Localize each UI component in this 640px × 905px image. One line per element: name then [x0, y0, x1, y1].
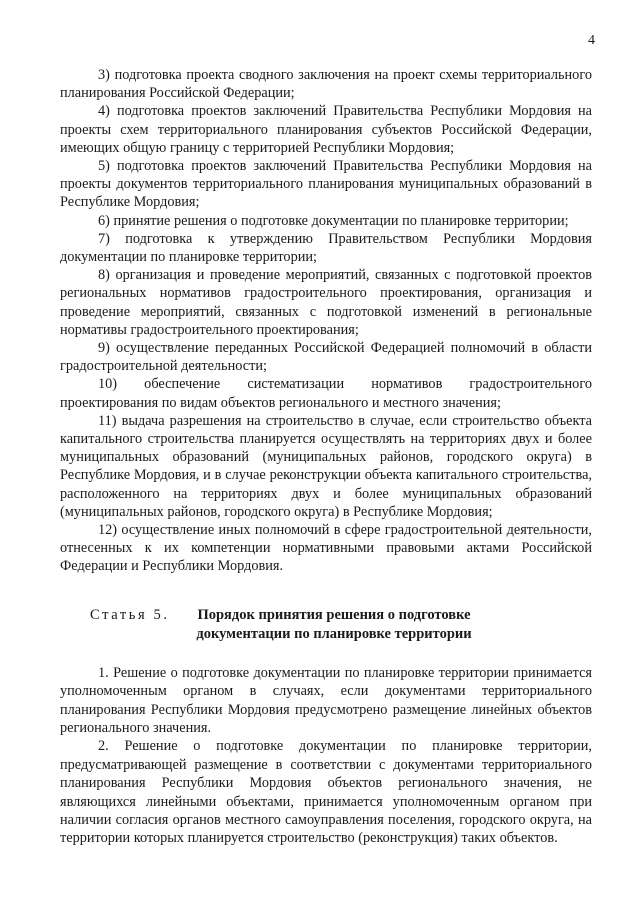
- article-title: Порядок принятия решения о подготовке документации по планировке территории: [196, 606, 472, 642]
- list-item: 8) организация и проведение мероприятий, связанных с подготовкой проектов региональных нормативов градостроительного проектирования, организация и проведение мероприятий, связанных с подготовкой изменений в региональные нормативы градостроительного проектирования;: [60, 267, 592, 338]
- list-item: 7) подготовка к утверждению Правительством Республики Мордовия документации по планировке территории;: [60, 230, 592, 266]
- powers-list: [60, 66, 592, 576]
- list-item: 5) подготовка проектов заключений Правительства Республики Мордовия на проекты документов территориального планирования муниципальных образований в Республике Мордовия;: [60, 158, 592, 211]
- list-item: 11) выдача разрешения на строительство в случае, если строительство объекта капитального строительства планируется осуществлять на территориях двух и более муниципальных образований (муниципальных районов, городского округа) в Республике Мордовия, и в случае реконструкции объекта капитального строительства, расположенного на территориях двух и более муниципальных образований (муниципальных районов, городского округа) в Республике Мордовия;: [60, 412, 592, 520]
- list-item: 4) подготовка проектов заключений Правительства Республики Мордовия на проекты схем территориального планирования субъектов Российской Федерации, имеющих общую границу с территорией Республики Мордовия;: [60, 103, 592, 156]
- document-body: [60, 66, 592, 848]
- list-item: 6) принятие решения о подготовке документации по планировке территории;: [98, 212, 569, 229]
- list-item: 12) осуществление иных полномочий в сфере градостроительной деятельности, отнесенных к их компетенции нормативными правовыми актами Российской Федерации и Республики Мордовия.: [60, 522, 592, 575]
- article-body: [60, 664, 592, 848]
- article-heading: [60, 606, 592, 644]
- list-item: 10) обеспечение систематизации нормативов градостроительного проектирования по видам объектов регионального и местного значения;: [60, 376, 592, 411]
- list-item: 3) подготовка проекта сводного заключения на проект схемы территориального планирования Российской Федерации;: [60, 67, 592, 102]
- article-label: Статья 5.: [90, 606, 170, 623]
- page-number: 4: [588, 33, 595, 48]
- list-item: 9) осуществление переданных Российской Федерацией полномочий в области градостроительной деятельности;: [60, 340, 592, 375]
- article-paragraph: 1. Решение о подготовке документации по планировке территории принимается уполномоченным органом в случаях, если документами территориального планирования Республики Мордовия предусмотрено размещение линейных объектов регионального значения.: [60, 664, 592, 736]
- article-paragraph: 2. Решение о подготовке документации по планировке территории, предусматривающей размещение в соответствии с документами территориального планирования Республики Мордовия объектов регионального значения, не являющихся линейными объектами, принимается уполномоченным органом при наличии согласия органов местного самоуправления поселения, городского округа, на территории которых планируется строительство (реконструкция) таких объектов.: [60, 738, 592, 847]
